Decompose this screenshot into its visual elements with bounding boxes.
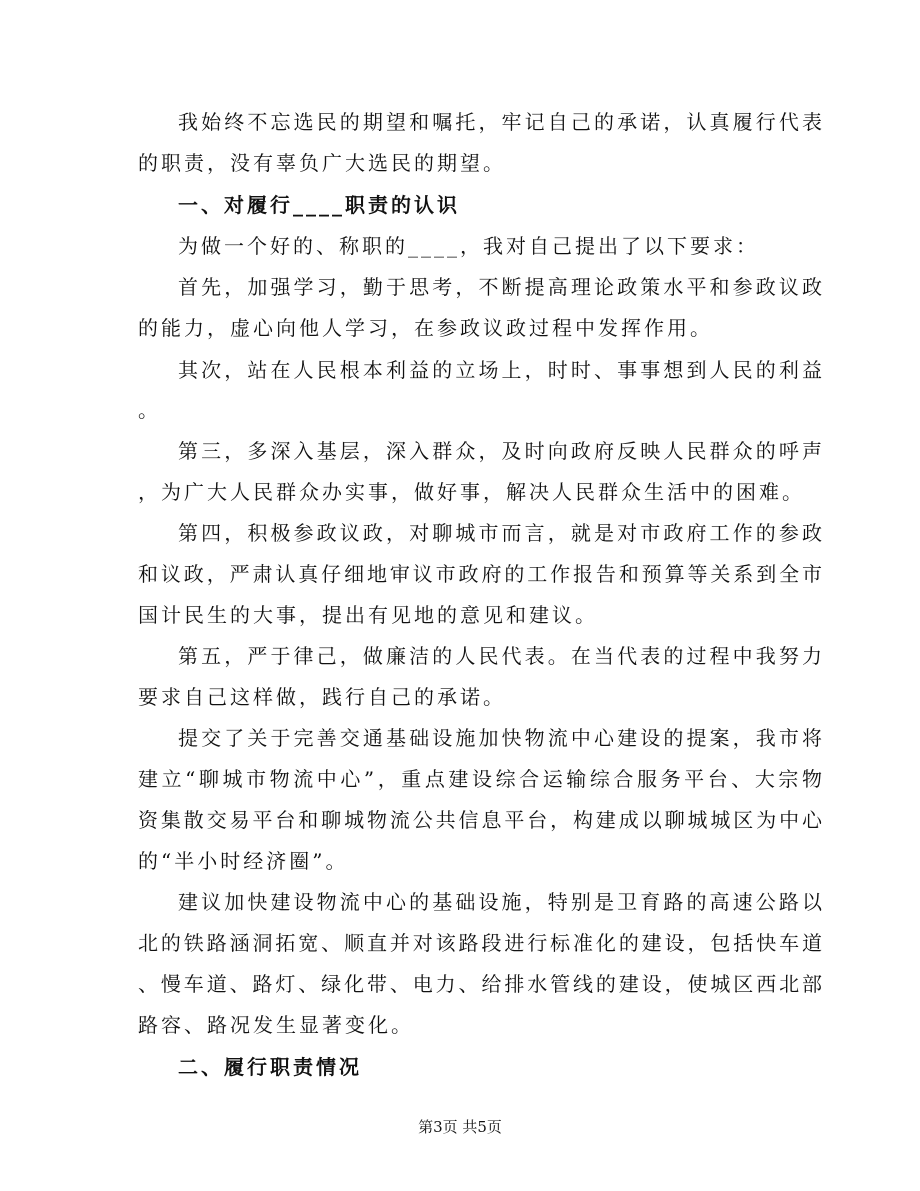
text-line: 建立“聊城市物流中心”，重点建设综合运输综合服务平台、大宗物 bbox=[138, 767, 822, 791]
text-line: 其次，站在人民根本利益的立场上，时时、事事想到人民的利益 bbox=[178, 358, 822, 382]
text-line: 首先，加强学习，勤于思考，不断提高理论政策水平和参政议政 bbox=[178, 275, 822, 299]
text-line: ，为广大人民群众办实事，做好事，解决人民群众生活中的困难。 bbox=[138, 480, 805, 504]
text-line: 资集散交易平台和聊城物流公共信息平台，构建成以聊城城区为中心 bbox=[138, 808, 822, 832]
text-line: 、慢车道、路灯、绿化带、电力、给排水管线的建设，使城区西北部 bbox=[138, 972, 822, 996]
text-line: 国计民生的大事，提出有见地的意见和建议。 bbox=[138, 603, 598, 627]
text-line: 第三，多深入基层，深入群众，及时向政府反映人民群众的呼声 bbox=[178, 439, 822, 463]
text-line: 的“半小时经济圈”。 bbox=[138, 849, 349, 873]
text-line: 为做一个好的、称职的____，我对自己提出了以下要求： bbox=[178, 234, 759, 258]
text-line: 的职责，没有辜负广大选民的期望。 bbox=[138, 151, 506, 175]
text-line: 建议加快建设物流中心的基础设施，特别是卫育路的高速公路以 bbox=[178, 890, 822, 914]
text-line: 的能力，虚心向他人学习，在参政议政过程中发挥作用。 bbox=[138, 316, 713, 340]
text-line: 。 bbox=[138, 398, 161, 422]
text-line: 和议政，严肃认真仔细地审议市政府的工作报告和预算等关系到全市 bbox=[138, 562, 822, 586]
text-line: 要求自己这样做，践行自己的承诺。 bbox=[138, 685, 506, 709]
text-line: 北的铁路涵洞拓宽、顺直并对该路段进行标准化的建设，包括快车道 bbox=[138, 931, 822, 955]
heading-text: 二、履行职责情况 bbox=[178, 1055, 362, 1079]
text-line: 提交了关于完善交通基础设施加快物流中心建设的提案，我市将 bbox=[178, 726, 822, 750]
text-line: 第四，积极参政议政，对聊城市而言，就是对市政府工作的参政 bbox=[178, 521, 822, 545]
text-line: 第五，严于律己，做廉洁的人民代表。在当代表的过程中我努力 bbox=[178, 644, 822, 668]
text-line: 我始终不忘选民的期望和嘱托，牢记自己的承诺，认真履行代表 bbox=[178, 110, 822, 134]
text-line: 路容、路况发生显著变化。 bbox=[138, 1013, 414, 1037]
page-number-footer: 第3页 共5页 bbox=[418, 1118, 502, 1136]
heading-text: 一、对履行____职责的认识 bbox=[178, 193, 460, 217]
